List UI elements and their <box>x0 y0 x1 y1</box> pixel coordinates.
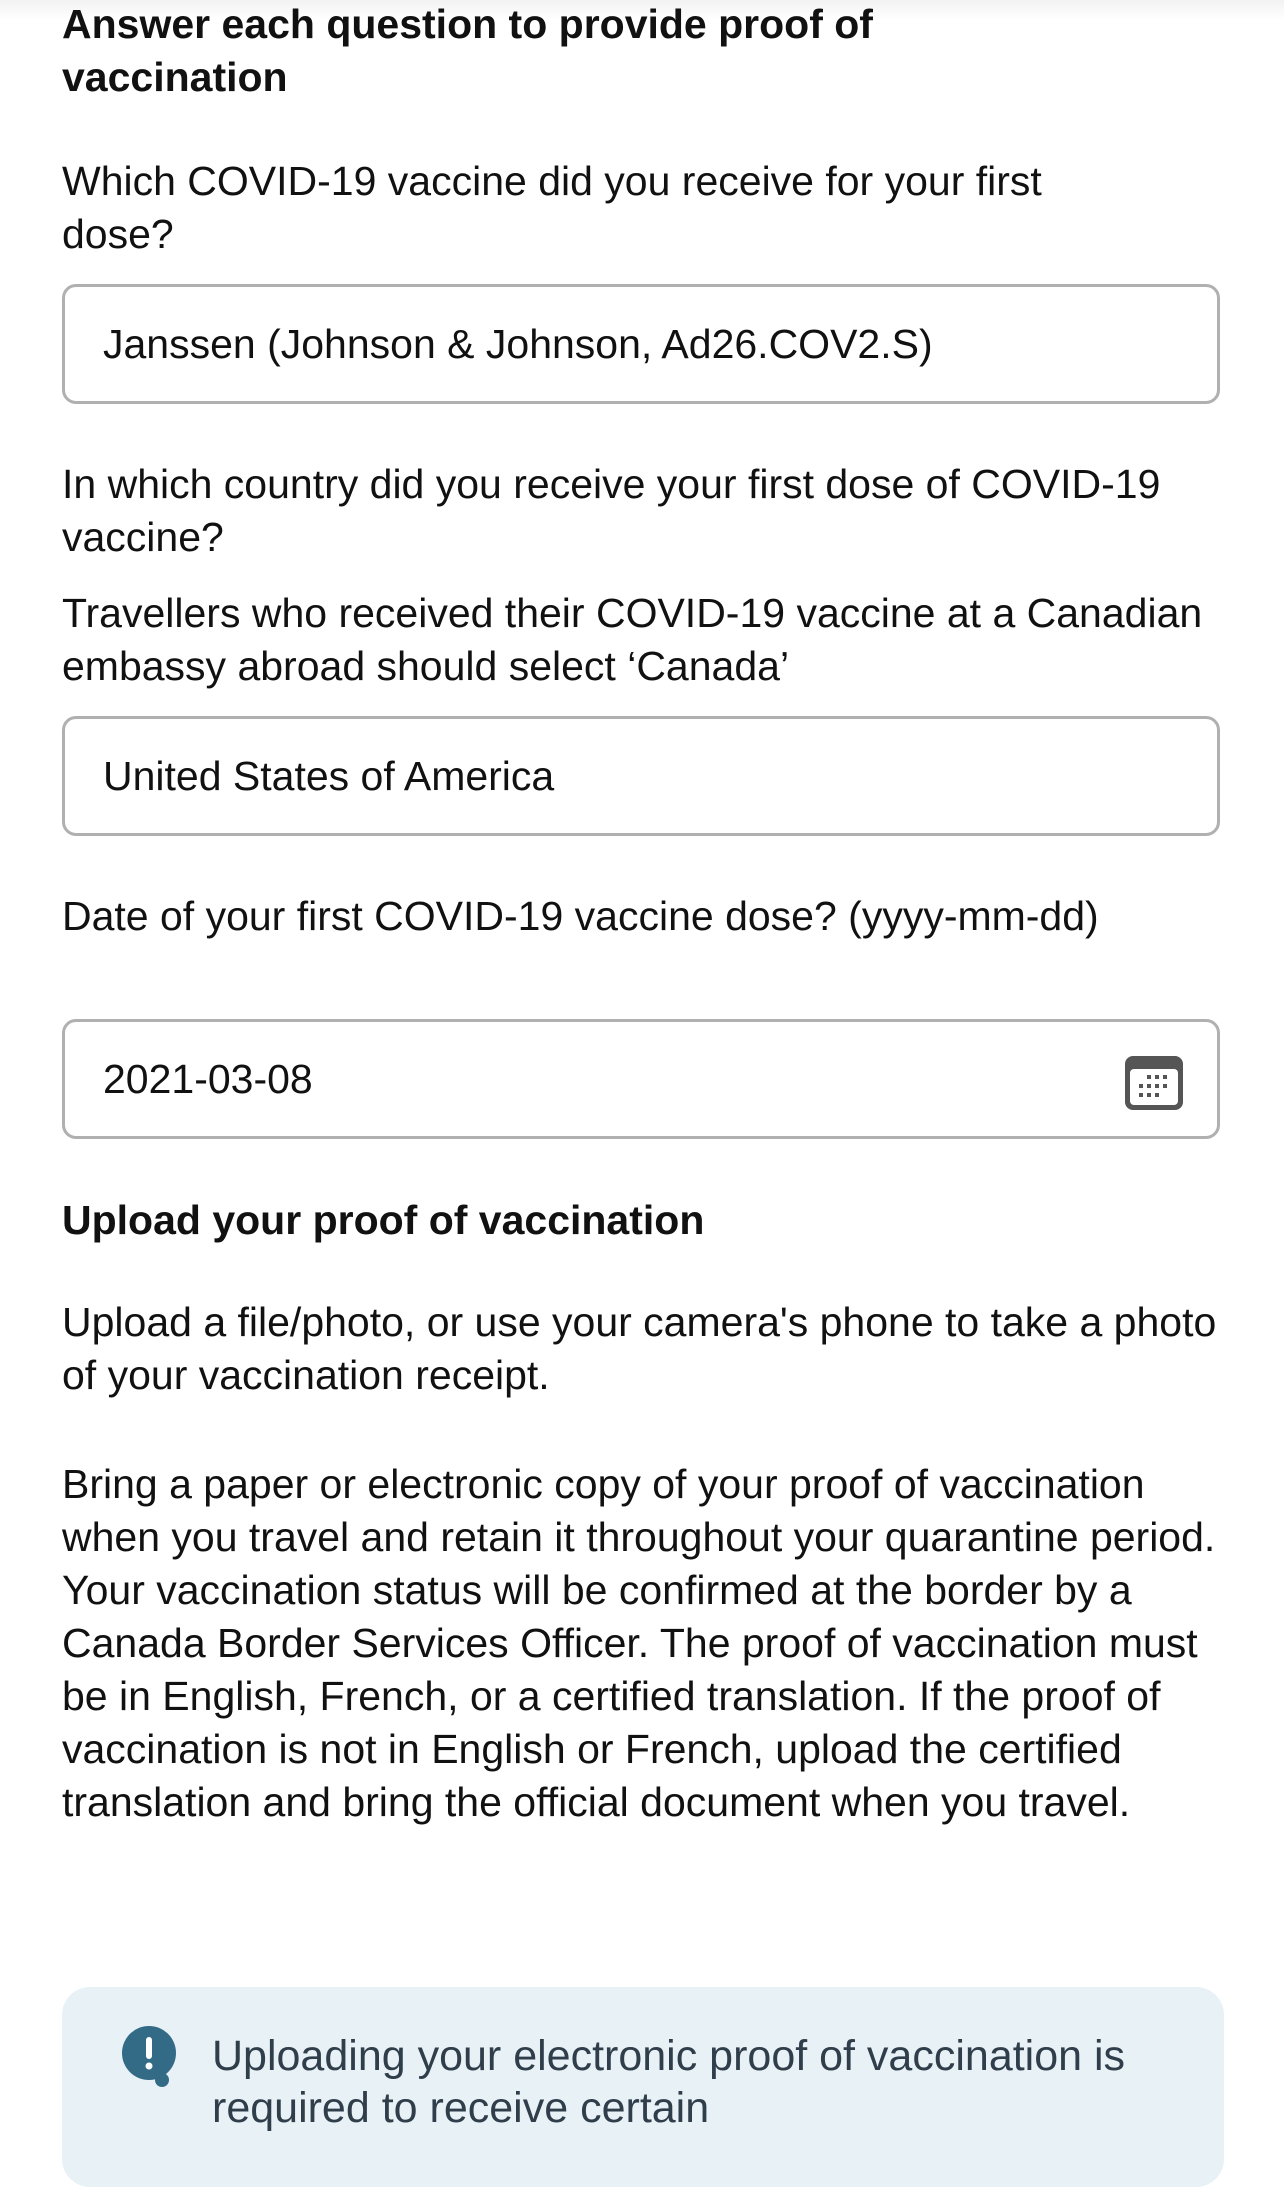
page-heading: Answer each question to provide proof of vaccination <box>62 1 873 100</box>
calendar-icon[interactable] <box>1125 1056 1183 1110</box>
upload-details: Bring a paper or electronic copy of your proof of vaccination when you travel and retain it throughout your quarantine period. Your vaccination status will be confirmed at the border by a Canada Border Services Officer. The proof of vaccination must be in English, French, or a certified translation. If the proof of vaccination is not in English or French, upload the certified translation and bring the official document when you travel. <box>62 1461 1216 1825</box>
q1-label: Which COVID-19 vaccine did you receive for your first dose? <box>62 158 1042 257</box>
info-icon <box>122 2026 178 2088</box>
date-value: 2021-03-08 <box>103 1055 313 1102</box>
date-input[interactable] <box>62 1019 1220 1139</box>
q3-label: Date of your first COVID-19 vaccine dose? (yyyy-mm-dd) <box>62 893 1099 939</box>
upload-instructions: Upload a file/photo, or use your camera's phone to take a photo of your vaccination receipt. <box>62 1299 1217 1398</box>
q2-label: In which country did you receive your first dose of COVID-19 vaccine? <box>62 461 1161 560</box>
q2-hint: Travellers who received their COVID-19 vaccine at a Canadian embassy abroad should select ‘Canada’ <box>62 590 1203 689</box>
upload-title: Upload your proof of vaccination <box>62 1197 705 1243</box>
notice-text: Uploading your electronic proof of vaccination is required to receive certain <box>212 2032 1126 2132</box>
vaccine-value: Janssen (Johnson & Johnson, Ad26.COV2.S) <box>103 320 933 367</box>
country-select[interactable] <box>62 716 1220 836</box>
country-value: United States of America <box>103 752 555 799</box>
vaccine-select[interactable] <box>62 284 1220 404</box>
